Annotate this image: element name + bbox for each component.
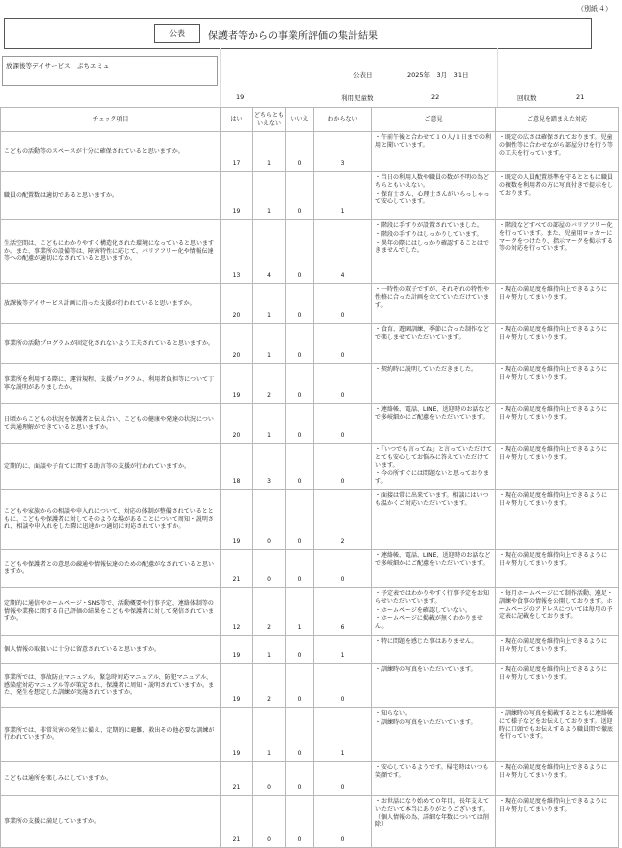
opinion-text: ・今の所すぐには問題ないと思っております。 (375, 470, 490, 486)
check-item-text: こどもや保護者との意思の疎通や情報伝達のための配慮がなされていると思いますか。 (1, 549, 221, 587)
opinion-text: ・予定表ではわかりやすく行事予定をお知らせいただいています。 (375, 589, 490, 605)
opinion-text: ・連絡帳、電話、LINE、送迎時のお話などで多岐細かにご配慮をいただいています。 (375, 406, 491, 421)
count-unknown: 3 (314, 132, 372, 172)
count-neutral: 2 (253, 663, 286, 707)
response-cell (496, 132, 619, 172)
opinion-text: ・当日の利用人数や職員の数が不明の為どちらともいえない。 (375, 174, 490, 189)
response-text: ・現在の満足度を維持向上できるように日々努力してまいります。 (499, 797, 608, 813)
count-unknown: 0 (314, 795, 372, 847)
check-item-text: 生活空間は、こどもにわかりやすく構造化された環境になっていると思いますか。また、事業所の設備等は、障害特性に応じて、バリアフリー化や情報伝達等への配慮が適切になされていると思いますか。 (1, 220, 221, 284)
response-cell (496, 635, 619, 663)
opinion-text: ・階段に手すりが設置されていました。 (375, 222, 484, 229)
response-cell (496, 404, 619, 444)
check-item-text: 日頃からこどもの状況を保護者と伝え合い、こどもの健康や発達の状況について共通理解ができていると思いますか。 (1, 404, 221, 444)
check-item-text: 事業所を利用する際に、運営規程、支援プログラム、利用者負担等について丁寧な説明がありましたか。 (1, 364, 221, 404)
opinions-cell (372, 587, 496, 635)
response-cell (496, 444, 619, 490)
count-neutral: 1 (253, 404, 286, 444)
table-row (1, 549, 619, 587)
table-row (1, 132, 619, 172)
count-no: 0 (286, 489, 314, 549)
col-no: いいえ (286, 108, 314, 132)
check-item-text: 事業所では、事故防止マニュアル、緊急時対応マニュアル、防犯マニュアル、感染症対応マニュアル等が策定され、保護者に周知・説明されていますか。また、発生を想定した訓練が実施されていますか。 (1, 663, 221, 707)
opinions-cell (372, 132, 496, 172)
response-text: ・現在の満足度を維持向上できるように日々努力してまいります。 (499, 406, 608, 421)
response-cell (496, 707, 619, 761)
count-yes: 13 (221, 220, 253, 284)
check-item-text: 定期的に、面談や子育てに関する助言等の支援が行われていますか。 (1, 444, 221, 490)
count-neutral: 1 (253, 707, 286, 761)
respondents-count: 19 (236, 93, 245, 101)
opinion-text: ・特に問題を感じた事はありません。 (375, 637, 478, 645)
count-no: 0 (286, 132, 314, 172)
count-unknown: 0 (314, 284, 372, 324)
opinion-text: ・食育、遊園訓練、季節に合った制作などで楽しませていただいています。 (375, 326, 490, 341)
table-row (1, 761, 619, 795)
page-title: 保護者等からの事業所評価の集計結果 (208, 31, 378, 42)
publication-badge: 公表 (154, 24, 200, 43)
response-cell (496, 324, 619, 364)
count-unknown: 0 (314, 444, 372, 490)
check-item-text: 事業所では、非常災害の発生に備え、定期的に避難、救出その他必要な訓練が行われていますか。 (1, 707, 221, 761)
header-divider (220, 48, 221, 107)
opinion-text: ・安心しているようです。帰宅時はいつも笑顔です。 (375, 763, 489, 779)
count-yes: 20 (221, 324, 253, 364)
count-neutral: 4 (253, 220, 286, 284)
count-yes: 19 (221, 707, 253, 761)
count-no: 0 (286, 549, 314, 587)
publication-date: 2025年 3月 31日 (407, 71, 469, 79)
count-unknown: 4 (314, 220, 372, 284)
count-no: 0 (286, 220, 314, 284)
opinions-cell (372, 444, 496, 490)
table-row (1, 489, 619, 549)
count-no: 0 (286, 364, 314, 404)
opinion-text: ・一時性の双子ですが、それぞれの特性や性格に合った計画を立てていただけています。 (375, 286, 490, 309)
opinions-cell (372, 404, 496, 444)
annex-label: （別紙４） (577, 5, 612, 13)
count-neutral: 2 (253, 587, 286, 635)
opinion-text: ・保育士さん、心理士さんがいらっしゃって安心しています。 (375, 190, 490, 206)
col-response: ご意見を踏まえた対応 (496, 108, 619, 132)
table-row (1, 444, 619, 490)
count-unknown: 0 (314, 549, 372, 587)
opinions-cell (372, 220, 496, 284)
count-no: 0 (286, 324, 314, 364)
col-neutral: どちらとも いえない (253, 108, 286, 132)
count-yes: 18 (221, 444, 253, 490)
count-no: 0 (286, 761, 314, 795)
count-yes: 20 (221, 404, 253, 444)
count-no: 0 (286, 635, 314, 663)
response-text: ・現在の満足度を維持向上できるように日々努力してまいります。 (499, 491, 608, 507)
col-yes: はい (221, 108, 253, 132)
count-neutral: 0 (253, 761, 286, 795)
count-no: 1 (286, 587, 314, 635)
count-no: 0 (286, 795, 314, 847)
response-cell (496, 795, 619, 847)
count-no: 0 (286, 444, 314, 490)
opinion-text: ・異年の際にはしっかり確認することはできませんでした。 (375, 239, 490, 255)
table-row (1, 284, 619, 324)
response-text: ・現在の満足度を維持向上できるように日々努力してまいります。 (499, 366, 608, 381)
opinion-text: ・午前午後と合わせて１０人/１日までの利用と聞いています。 (375, 134, 492, 149)
table-row (1, 707, 619, 761)
table-header-row (1, 108, 619, 132)
response-cell (496, 364, 619, 404)
count-unknown: 0 (314, 761, 372, 795)
response-text: ・毎月ホームページにて制作活動、遠足・訓練や食事の情報を公開しております。ホームページのアドレスについては毎月の予定表に記載をしております。 (499, 589, 613, 621)
check-item-text: 職員の配置数は適切であると思いますか。 (1, 172, 221, 220)
count-neutral: 0 (253, 795, 286, 847)
col-check-item: チェック項目 (1, 108, 221, 132)
count-yes: 19 (221, 489, 253, 549)
count-yes: 12 (221, 587, 253, 635)
opinion-text: ・お世話になり始めて０年目。長年支えていただいて本当にありがとうございます。（個人情報の為、詳細な年数については削除） (375, 797, 490, 829)
count-yes: 19 (221, 663, 253, 707)
count-neutral: 1 (253, 172, 286, 220)
count-no: 0 (286, 663, 314, 707)
check-item-text: 事業所の活動プログラムが固定化されないよう工夫されていると思いますか。 (1, 324, 221, 364)
count-yes: 19 (221, 635, 253, 663)
check-item-text: こどもの活動等のスペースが十分に確保されていると思いますか。 (1, 132, 221, 172)
opinions-cell (372, 364, 496, 404)
opinions-cell (372, 663, 496, 707)
table-row (1, 220, 619, 284)
opinion-text: ・訓練時の写真をいただいています。 (375, 665, 477, 673)
opinions-cell (372, 284, 496, 324)
count-neutral: 2 (253, 364, 286, 404)
opinions-cell (372, 172, 496, 220)
check-item-text: 放課後等デイサービス計画に沿った支援が行われていると思いますか。 (1, 284, 221, 324)
check-item-text: 事業所の支援に満足していますか。 (1, 795, 221, 847)
response-text: ・現在の満足度を維持向上できるように日々努力してまいります。 (499, 665, 608, 681)
count-unknown: 0 (314, 663, 372, 707)
response-text: ・現在の満足度を維持向上できるように日々努力してまいります。 (499, 551, 608, 567)
count-yes: 19 (221, 364, 253, 404)
collected-label: 回収数 (517, 94, 537, 102)
response-text: ・階段などすべての部屋のバリアフリー化を行っています。また、児童用ロッカーにマークをつけたり、指示マークを掲示する等の対応を行っています。 (499, 222, 614, 253)
count-yes: 17 (221, 132, 253, 172)
opinions-cell (372, 635, 496, 663)
count-unknown: 6 (314, 587, 372, 635)
opinion-text: ・階段の手すりはしっかりしています。 (375, 230, 483, 238)
opinions-cell (372, 489, 496, 549)
response-text: ・現在の満足度を維持向上できるように日々努力してまいります。 (499, 637, 608, 653)
table-row (1, 172, 619, 220)
col-unknown: わからない (314, 108, 372, 132)
opinion-text: ・面接は常に出来ています。相談にはいつも温かくご対応いただいています。 (375, 491, 489, 507)
response-text: ・現在の満足度を維持向上できるように日々努力してまいります。 (499, 446, 608, 461)
response-text: ・現在の満足度を維持向上できるように日々努力してまいります。 (499, 763, 608, 779)
header-divider (497, 48, 498, 107)
count-unknown: 0 (314, 404, 372, 444)
opinion-text: ・連絡帳、電話、LINE、送迎時のお話などで多岐細かにご配慮をいただいています。 (375, 551, 491, 567)
evaluation-table (0, 107, 619, 848)
count-neutral: 1 (253, 132, 286, 172)
table-row (1, 404, 619, 444)
count-no: 0 (286, 707, 314, 761)
response-cell (496, 489, 619, 549)
count-unknown: 1 (314, 707, 372, 761)
count-neutral: 0 (253, 549, 286, 587)
count-neutral: 1 (253, 324, 286, 364)
check-item-text: 個人情報の取扱いに十分に留意されていると思いますか。 (1, 635, 221, 663)
users-count: 22 (431, 93, 440, 101)
opinions-cell (372, 707, 496, 761)
publication-date-label: 公表日 (353, 71, 373, 79)
opinions-cell (372, 324, 496, 364)
opinion-text: ・知らない。 (375, 709, 412, 717)
opinion-text: ・ホームページを確認していない。 (375, 606, 471, 614)
count-neutral: 1 (253, 284, 286, 324)
count-yes: 21 (221, 795, 253, 847)
table-row (1, 635, 619, 663)
response-cell (496, 663, 619, 707)
col-opinions: ご意見 (372, 108, 496, 132)
opinion-text: ・訓練時の写真をいただいています。 (375, 718, 477, 726)
response-cell (496, 172, 619, 220)
count-neutral: 1 (253, 635, 286, 663)
response-cell (496, 284, 619, 324)
count-unknown: 0 (314, 324, 372, 364)
response-cell (496, 220, 619, 284)
response-cell (496, 549, 619, 587)
count-unknown: 1 (314, 172, 372, 220)
response-text: ・現在の満足度を維持向上できるように日々努力してまいります。 (499, 286, 608, 301)
table-row (1, 795, 619, 847)
count-unknown: 1 (314, 635, 372, 663)
count-no: 0 (286, 404, 314, 444)
response-cell (496, 761, 619, 795)
check-item-text: 定期的に通信やホームページ・SNS等で、活動概要や行事予定、連絡体制等の情報や業務に関する自己評価の結果をこどもや保護者に対して発信されていますか。 (1, 587, 221, 635)
count-unknown: 0 (314, 364, 372, 404)
count-no: 0 (286, 172, 314, 220)
facility-name: 放課後等デイサービス ぷちエミュ (2, 56, 218, 86)
check-item-text: こどもや家族からの相談や申入れについて、対応の体制が整備されているとともに、こどもや保護者に対してそのような場があることについて周知・説明され、相談や申入れをした際に迅速かつ適切に対応されていますか。 (1, 489, 221, 549)
response-cell (496, 587, 619, 635)
count-yes: 20 (221, 284, 253, 324)
response-text: ・既定の広さは確保されております。児童の個性等に合わせながら部屋分けを行う等の工夫を行っています。 (499, 134, 614, 157)
users-label: 利用児童数 (341, 94, 374, 102)
response-text: ・訓練時の写真を掲載するとともに連絡帳にて様子などをお伝えしております。送迎時に口頭でもお伝えするよう職員間で徹底を行っています。 (499, 709, 614, 741)
opinion-text: ・契約時に説明していただきました。 (375, 366, 478, 373)
check-item-text: こどもは通所を楽しみにしていますか。 (1, 761, 221, 795)
opinions-cell (372, 549, 496, 587)
table-row (1, 587, 619, 635)
opinions-cell (372, 795, 496, 847)
count-yes: 21 (221, 761, 253, 795)
table-row (1, 364, 619, 404)
response-text: ・既定の人員配置基準を守るとともに職員の複数を利用者の方に写真付きで提示をしております。 (499, 174, 614, 197)
count-no: 0 (286, 284, 314, 324)
opinion-text: ・「いつでも言ってね」と言っていただけてとても安心してお悩みに答えていただけています。 (375, 446, 493, 469)
opinion-text: ・ホームページに掲載が無くわかりません。 (375, 615, 483, 631)
count-unknown: 2 (314, 489, 372, 549)
table-row (1, 324, 619, 364)
opinions-cell (372, 761, 496, 795)
count-yes: 19 (221, 172, 253, 220)
collected-count: 21 (576, 93, 585, 101)
table-row (1, 663, 619, 707)
count-neutral: 3 (253, 444, 286, 490)
count-yes: 21 (221, 549, 253, 587)
count-neutral: 0 (253, 489, 286, 549)
response-text: ・現在の満足度を維持向上できるように日々努力してまいります。 (499, 326, 608, 341)
